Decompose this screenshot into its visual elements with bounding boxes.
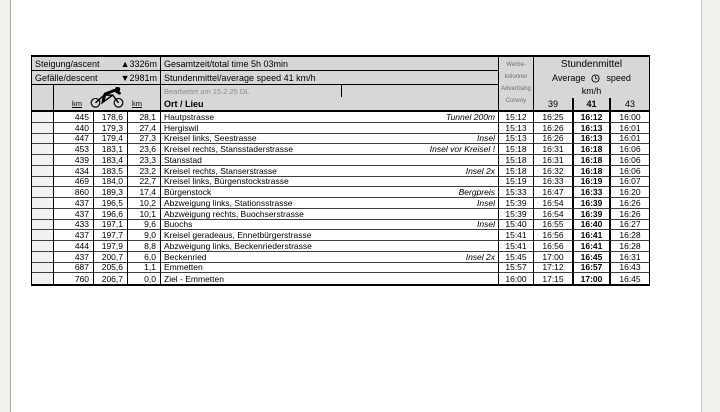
place-header-cell	[161, 85, 499, 112]
time-41-cell: 16:33	[572, 187, 611, 198]
convoy-time-cell: 15:57	[499, 263, 534, 274]
time-41-cell: 16:18	[572, 144, 611, 155]
km-done-label: km	[72, 99, 82, 108]
average-speed-header	[534, 71, 649, 85]
altitude-cell: 444	[54, 241, 94, 252]
place-label: Beckenried	[164, 251, 207, 262]
altitude-cell: 437	[54, 252, 94, 263]
convoy-line: Advertising	[501, 86, 531, 93]
convoy-time-cell: 15:41	[499, 241, 534, 252]
speed-col-43: 43	[624, 99, 635, 109]
time-39-cell: 17:00	[534, 252, 572, 263]
km-cell: 189,3	[94, 187, 128, 198]
convoy-line: kolonne/	[504, 73, 528, 80]
km-remaining-cell: 9,0	[128, 230, 161, 241]
km-remaining-cell: 8,8	[128, 241, 161, 252]
time-41-cell: 16:13	[572, 134, 611, 145]
place-cell	[161, 230, 499, 241]
row-spacer-cell	[32, 166, 54, 177]
ascent-label: Steigung/ascent	[35, 58, 100, 69]
time-39-cell: 16:54	[534, 209, 572, 220]
km-remaining-cell: 0,0	[128, 273, 161, 284]
convoy-time-cell: 15:41	[499, 230, 534, 241]
altitude-cell: 760	[54, 273, 94, 284]
km-remaining-cell: 22,7	[128, 177, 161, 188]
km-cell: 205,6	[94, 263, 128, 274]
time-39-cell: 16:31	[534, 144, 572, 155]
time-41-cell: 16:41	[572, 241, 611, 252]
time-43-cell: 16:20	[611, 187, 649, 198]
place-cell	[161, 144, 499, 155]
convoy-time-cell: 15:39	[499, 209, 534, 220]
place-label: Hergiswil	[164, 122, 199, 133]
time-39-cell: 16:54	[534, 198, 572, 209]
km-cell: 183,4	[94, 155, 128, 166]
convoy-time-cell: 15:33	[499, 187, 534, 198]
speed-col-41: 41	[572, 98, 611, 110]
time-39-cell: 16:56	[534, 230, 572, 241]
route-note: Insel	[477, 219, 495, 230]
descent-header-cell	[32, 71, 161, 85]
time-39-cell: 16:32	[534, 166, 572, 177]
average-speed-cell	[161, 71, 499, 85]
time-43-cell: 16:06	[611, 166, 649, 177]
time-43-cell: 16:00	[611, 112, 649, 123]
row-spacer-cell	[32, 123, 54, 134]
km-remaining-cell: 10,1	[128, 209, 161, 220]
time-41-cell: 16:40	[572, 220, 611, 231]
convoy-time-cell: 15:18	[499, 144, 534, 155]
convoy-time-cell: 15:13	[499, 134, 534, 145]
text-cursor	[341, 85, 342, 97]
time-43-cell: 16:07	[611, 177, 649, 188]
time-39-cell: 16:56	[534, 241, 572, 252]
route-note: Tunnel 200m	[446, 112, 495, 122]
place-label: Kreisel geradeaus, Ennetbürgerstrasse	[164, 230, 312, 241]
km-cell: 196,5	[94, 198, 128, 209]
place-cell	[161, 198, 499, 209]
km-cell: 183,1	[94, 144, 128, 155]
time-41-cell: 16:39	[572, 209, 611, 220]
route-note: Insel 2x	[465, 251, 495, 262]
place-label: Kreisel rechts, Stanserstrasse	[164, 165, 277, 176]
time-41-cell: 16:57	[572, 263, 611, 274]
convoy-time-cell: 15:45	[499, 252, 534, 263]
km-cell: 200,7	[94, 252, 128, 263]
total-time-cell	[161, 57, 499, 71]
time-41-cell: 16:13	[572, 123, 611, 134]
route-note: Insel	[477, 133, 495, 144]
time-43-cell: 16:27	[611, 220, 649, 231]
altitude-cell: 437	[54, 230, 94, 241]
place-cell	[161, 177, 499, 188]
speed-label: speed	[606, 73, 631, 83]
km-remaining-label: km	[132, 99, 142, 108]
km-cell: 178,6	[94, 112, 128, 123]
km-remaining-cell: 28,1	[128, 112, 161, 123]
km-remaining-cell: 1,1	[128, 263, 161, 274]
speed-col-39: 39	[547, 99, 558, 109]
time-41-cell: 16:18	[572, 166, 611, 177]
row-spacer-cell	[32, 209, 54, 220]
place-cell	[161, 166, 499, 177]
row-spacer-cell	[32, 177, 54, 188]
descent-value: ▼2981m	[120, 72, 157, 83]
route-note: Insel vor Kreisel !	[429, 144, 495, 155]
km-remaining-cell: 23,3	[128, 155, 161, 166]
time-41-cell: 16:12	[572, 112, 611, 123]
spacer-header-cell	[32, 85, 54, 112]
convoy-time-cell: 15:19	[499, 177, 534, 188]
place-cell	[161, 252, 499, 263]
row-spacer-cell	[32, 155, 54, 166]
row-spacer-cell	[32, 241, 54, 252]
time-43-cell: 16:26	[611, 209, 649, 220]
time-41-cell: 16:39	[572, 198, 611, 209]
altitude-cell: 437	[54, 209, 94, 220]
altitude-cell: 433	[54, 220, 94, 231]
convoy-time-cell: 15:39	[499, 198, 534, 209]
time-43-cell: 16:45	[611, 273, 649, 284]
route-schedule-table	[31, 55, 650, 286]
row-spacer-cell	[32, 198, 54, 209]
time-41-cell: 16:45	[572, 252, 611, 263]
time-43-cell: 16:06	[611, 155, 649, 166]
time-39-cell: 17:15	[534, 273, 572, 284]
place-label: Abzweigung links, Stationsstrasse	[164, 198, 293, 208]
stundenmittel-title: Stundenmittel	[560, 59, 623, 70]
route-note: Insel	[477, 198, 495, 208]
convoy-time-cell: 16:00	[499, 273, 534, 284]
row-spacer-cell	[32, 230, 54, 241]
cyclist-icon	[83, 87, 131, 108]
altitude-cell: 469	[54, 177, 94, 188]
place-cell	[161, 155, 499, 166]
convoy-time-cell: 15:18	[499, 155, 534, 166]
time-39-cell: 16:26	[534, 134, 572, 145]
time-43-cell: 16:28	[611, 241, 649, 252]
row-spacer-cell	[32, 263, 54, 274]
distance-header-cell	[54, 85, 161, 112]
place-cell	[161, 134, 499, 145]
place-cell	[161, 112, 499, 123]
time-39-cell: 16:25	[534, 112, 572, 123]
place-cell	[161, 273, 499, 284]
km-remaining-cell: 27,4	[128, 123, 161, 134]
km-cell: 197,9	[94, 241, 128, 252]
altitude-cell: 447	[54, 134, 94, 145]
place-cell	[161, 220, 499, 231]
edited-note: Bearbeitet am 15.2.25 DL	[164, 87, 250, 96]
km-remaining-cell: 23,6	[128, 144, 161, 155]
time-39-cell: 16:55	[534, 220, 572, 231]
km-cell: 197,7	[94, 230, 128, 241]
row-spacer-cell	[32, 273, 54, 284]
time-43-cell: 16:43	[611, 263, 649, 274]
km-cell: 183,5	[94, 166, 128, 177]
stundenmittel-title-cell	[534, 57, 649, 71]
document-page[interactable]	[10, 0, 702, 412]
time-41-cell: 17:00	[572, 273, 611, 284]
time-43-cell: 16:31	[611, 252, 649, 263]
time-39-cell: 16:47	[534, 187, 572, 198]
place-label: Abzweigung links, Beckenriederstrasse	[164, 241, 312, 251]
place-label: Emmetten	[164, 262, 203, 273]
total-time-label: Gesamtzeit/total time 5h 03min	[164, 58, 289, 69]
km-cell: 196,6	[94, 209, 128, 220]
average-speed-label: Stundenmittel/average speed 41 km/h	[164, 72, 316, 83]
row-spacer-cell	[32, 112, 54, 123]
place-label: Hautpstrasse	[164, 112, 215, 122]
altitude-cell: 453	[54, 144, 94, 155]
km-remaining-cell: 6,0	[128, 252, 161, 263]
place-cell	[161, 187, 499, 198]
km-cell: 179,4	[94, 134, 128, 145]
time-43-cell: 16:01	[611, 123, 649, 134]
km-cell: 179,3	[94, 123, 128, 134]
place-label: Abzweigung rechts, Buochserstrasse	[164, 208, 304, 219]
place-cell	[161, 209, 499, 220]
kmh-label: km/h	[581, 86, 602, 96]
place-label: Kreisel rechts, Stansstaderstrasse	[164, 144, 293, 155]
altitude-cell: 434	[54, 166, 94, 177]
time-43-cell: 16:26	[611, 198, 649, 209]
advertising-convoy-header	[499, 57, 534, 112]
time-41-cell: 16:41	[572, 230, 611, 241]
place-label: Kreisel links, Bürgenstockstrasse	[164, 176, 289, 187]
place-cell	[161, 241, 499, 252]
clock-icon	[591, 74, 600, 83]
row-spacer-cell	[32, 220, 54, 231]
km-cell: 206,7	[94, 273, 128, 284]
speed-values-row	[534, 98, 649, 110]
route-note: Insel 2x	[465, 165, 495, 176]
time-39-cell: 16:33	[534, 177, 572, 188]
route-note: Bergpreis	[458, 187, 495, 198]
altitude-cell: 439	[54, 155, 94, 166]
altitude-cell: 437	[54, 198, 94, 209]
km-remaining-cell: 9,6	[128, 220, 161, 231]
convoy-time-cell: 15:40	[499, 220, 534, 231]
place-label: Ziel - Emmetten	[164, 273, 224, 284]
time-43-cell: 16:28	[611, 230, 649, 241]
time-39-cell: 17:12	[534, 263, 572, 274]
time-41-cell: 16:18	[572, 155, 611, 166]
altitude-cell: 860	[54, 187, 94, 198]
altitude-cell: 445	[54, 112, 94, 123]
convoy-line: Werbe-	[506, 61, 526, 68]
row-spacer-cell	[32, 187, 54, 198]
descent-label: Gefälle/descent	[35, 72, 98, 83]
speed-columns-header	[534, 85, 649, 112]
place-header-label: Ort / Lieu	[164, 99, 204, 109]
place-label: Bürgenstock	[164, 187, 212, 198]
convoy-time-cell: 15:13	[499, 123, 534, 134]
time-41-cell: 16:19	[572, 177, 611, 188]
time-43-cell: 16:06	[611, 144, 649, 155]
row-spacer-cell	[32, 252, 54, 263]
convoy-time-cell: 15:12	[499, 112, 534, 123]
altitude-cell: 687	[54, 263, 94, 274]
place-cell	[161, 263, 499, 274]
ascent-value: ▲3326m	[120, 58, 157, 69]
km-cell: 184,0	[94, 177, 128, 188]
average-label: Average	[552, 73, 586, 83]
km-cell: 197,1	[94, 220, 128, 231]
time-39-cell: 16:31	[534, 155, 572, 166]
row-spacer-cell	[32, 134, 54, 145]
convoy-time-cell: 15:18	[499, 166, 534, 177]
km-remaining-cell: 23,2	[128, 166, 161, 177]
time-39-cell: 16:26	[534, 123, 572, 134]
row-spacer-cell	[32, 144, 54, 155]
time-43-cell: 16:01	[611, 134, 649, 145]
altitude-cell: 440	[54, 123, 94, 134]
km-remaining-cell: 17,4	[128, 187, 161, 198]
km-remaining-cell: 27,3	[128, 134, 161, 145]
ascent-header-cell	[32, 57, 161, 71]
place-label: Kreisel links, Seestrasse	[164, 133, 257, 144]
place-label: Buochs	[164, 219, 193, 230]
place-cell	[161, 123, 499, 134]
km-remaining-cell: 10,2	[128, 198, 161, 209]
convoy-line: Convoy	[505, 98, 527, 105]
place-label: Stansstad	[164, 155, 202, 165]
